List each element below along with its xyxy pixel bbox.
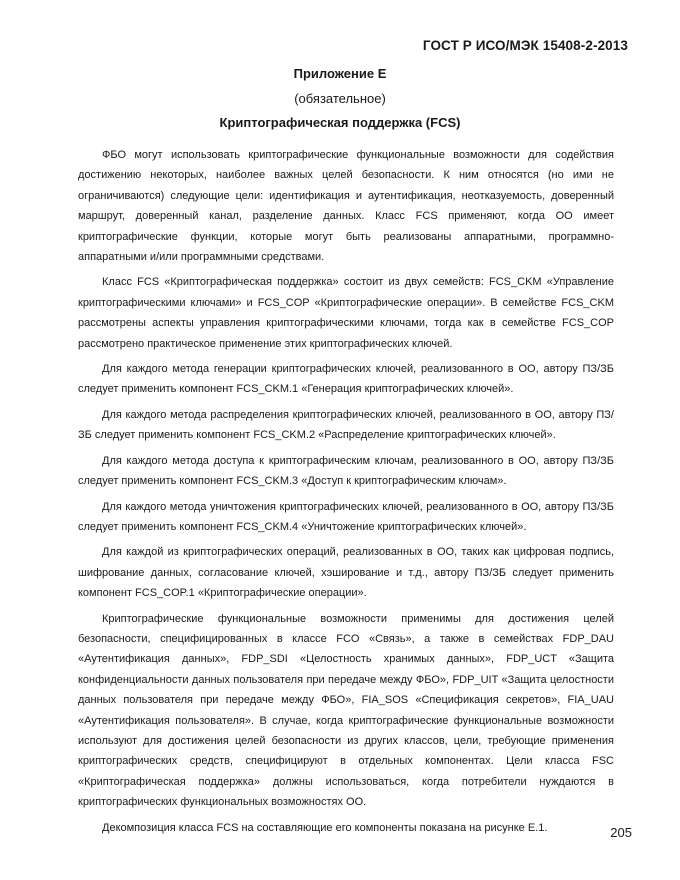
paragraph: Для каждого метода распределения криптографических ключей, реализованного в ОО, автору ПЗ/ЗБ следует применить компонент FCS_CKM.2 «Распределение криптографических ключей». bbox=[78, 408, 614, 442]
body-text bbox=[78, 145, 614, 843]
paragraph: Для каждого метода уничтожения криптографических ключей, реализованного в ОО, автору ПЗ/ЗБ следует применить компонент FCS_CKM.4 «Уничтожение криптографических ключей». bbox=[78, 500, 614, 533]
standard-header: ГОСТ Р ИСО/МЭК 15408-2-2013 bbox=[422, 38, 628, 53]
paragraph: Криптографические функциональные возможности применимы для достижения целей безопасности, специфицированных в классе FCO «Связь», а также в семействах FDP_DAU «Аутентификация данных», FDP_SDI «Целостность хранимых данных», FDP_UCT «Защита конфиденциальности данных пользователя при передаче между ФБО», FDP_UIT «Защита целостности данных пользователя при передаче между ФБО», FIA_SOS «Спецификация секретов», FIA_UAU «Аутентификация пользователя». В случае, когда криптографические функциональные возможности используют для достижения целей безопасности из других классов, цели, требующие применения криптографических средств, специфицируют в отдельных компонентах. Цели класса FSC «Криптографическая поддержка» должны использоваться, когда потребители нуждаются в криптографических функциональных возможностях ОО. bbox=[78, 612, 614, 809]
paragraph: Для каждой из криптографических операций, реализованных в ОО, таких как цифровая подпись, шифрование данных, согласование ключей, хэширование и т.д., автору ПЗ/ЗБ следует применить компонент FCS_COP.1 «Криптографические операции». bbox=[78, 546, 614, 600]
annex-title: Приложение Е bbox=[293, 66, 387, 81]
paragraph: Декомпозиция класса FCS на составляющие его компоненты показана на рисунке Е.1. bbox=[102, 821, 548, 834]
paragraph: Для каждого метода генерации криптографических ключей, реализованного в ОО, автору ПЗ/ЗБ следует применить компонент FCS_CKM.1 «Генерация криптографических ключей». bbox=[78, 363, 614, 396]
paragraph: ФБО могут использовать криптографические функциональные возможности для содействия достижению некоторых, наиболее важных целей безопасности. К ним относятся (но ими не ограничиваются) следующие цели: идентификация и аутентификация, неотказуемость, доверенный маршрут, доверенный канал, разделение данных. Класс FCS применяют, когда ОО имеет криптографические функции, которые могут быть реализованы аппаратными, программно-аппаратными и/или программными средствами. bbox=[78, 149, 614, 264]
annex-status: (обязательное) bbox=[294, 91, 386, 106]
annex-name: Криптографическая поддержка (FCS) bbox=[219, 115, 461, 130]
page-number: 205 bbox=[610, 825, 632, 840]
paragraph: Для каждого метода доступа к криптографическим ключам, реализованного в ОО, автору ПЗ/ЗБ следует применить компонент FCS_CKM.3 «Доступ к криптографическим ключам». bbox=[78, 454, 614, 488]
paragraph: Класс FCS «Криптографическая поддержка» состоит из двух семейств: FCS_CKM «Управление криптографическими ключами» и FCS_COP «Криптографические операции». В семействе FCS_CKM рассмотрены аспекты управления криптографическими ключами, тогда как в семействе FCS_COP рассмотрено практическое применение этих криптографических ключей. bbox=[78, 276, 614, 350]
